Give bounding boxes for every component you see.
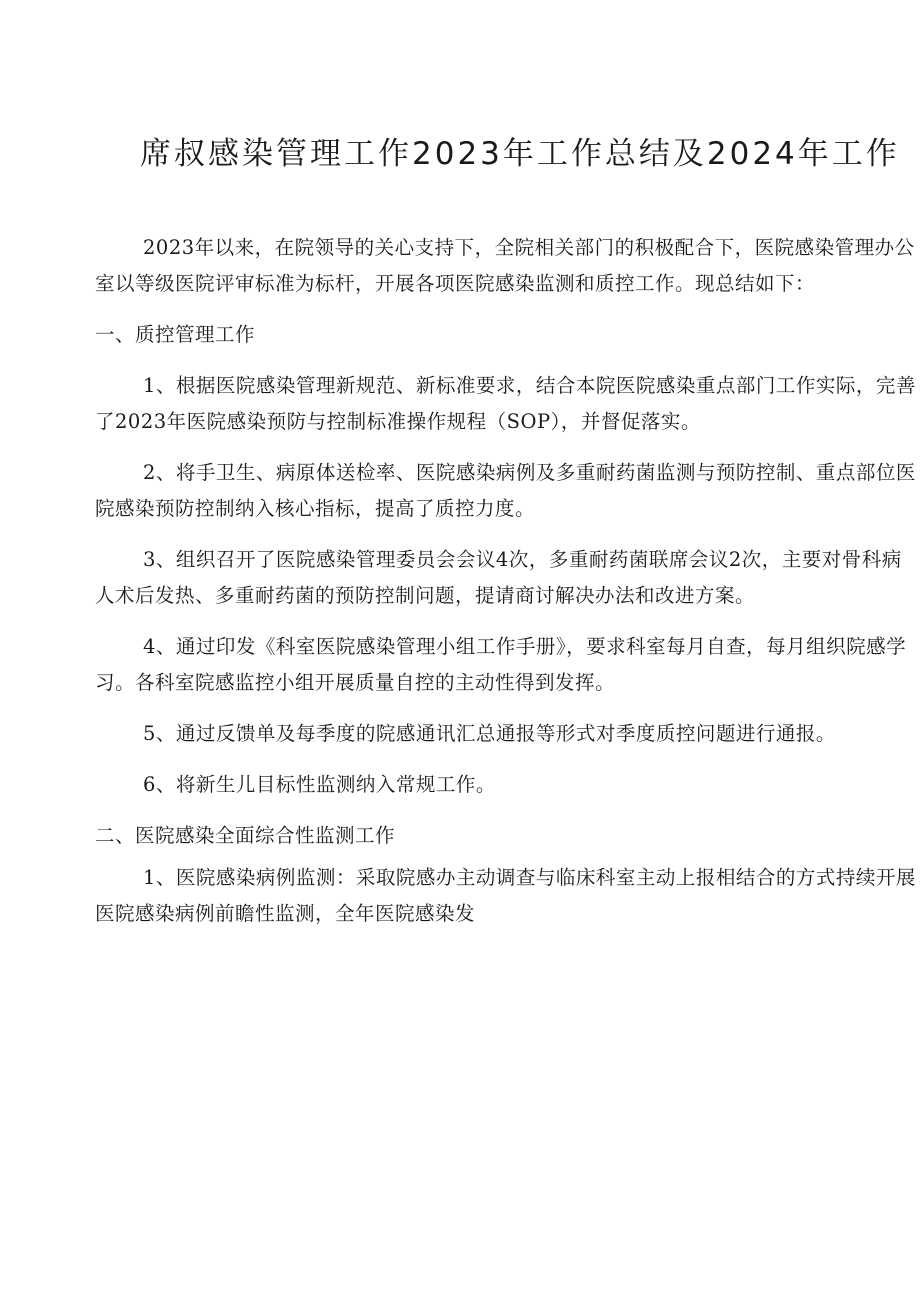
document-body bbox=[95, 230, 920, 938]
paragraph-item-5: 5、通过反馈单及每季度的院感通讯汇总通报等形式对季度质控问题进行通报。 bbox=[143, 722, 836, 745]
paragraph-item-4: 4、通过印发《科室医院感染管理小组工作手册》，要求科室每月自查，每月组织院感学习。各科室院感监控小组开展质量自控的主动性得到发挥。 bbox=[95, 635, 907, 694]
document-title: 席叔感染管理工作2023年工作总结及2024年工作 bbox=[140, 136, 900, 172]
paragraph-item-2: 2、将手卫生、病原体送检率、医院感染病例及多重耐药菌监测与预防控制、重点部位医院感染预防控制纳入核心指标，提高了质控力度。 bbox=[95, 461, 916, 520]
paragraph-monitoring-1: 1、医院感染病例监测：采取院感办主动调查与临床科室主动上报相结合的方式持续开展医院感染病例前瞻性监测，全年医院感染发 bbox=[95, 866, 916, 925]
paragraph-item-1: 1、根据医院感染管理新规范、新标准要求，结合本院医院感染重点部门工作实际，完善了2023年医院感染预防与控制标准操作规程（SOP），并督促落实。 bbox=[95, 374, 916, 433]
section-heading-monitoring: 二、医院感染全面综合性监测工作 bbox=[95, 824, 396, 847]
paragraph-item-3: 3、组织召开了医院感染管理委员会会议4次，多重耐药菌联席会议2次，主要对骨科病人术后发热、多重耐药菌的预防控制问题，提请商讨解决办法和改进方案。 bbox=[95, 548, 902, 607]
paragraph-item-6: 6、将新生儿目标性监测纳入常规工作。 bbox=[143, 773, 496, 796]
intro-paragraph: 2023年以来，在院领导的关心支持下，全院相关部门的积极配合下，医院感染管理办公室以等级医院评审标准为标杆，开展各项医院感染监测和质控工作。现总结如下： bbox=[95, 236, 915, 295]
section-heading-quality-control: 一、质控管理工作 bbox=[95, 323, 256, 346]
